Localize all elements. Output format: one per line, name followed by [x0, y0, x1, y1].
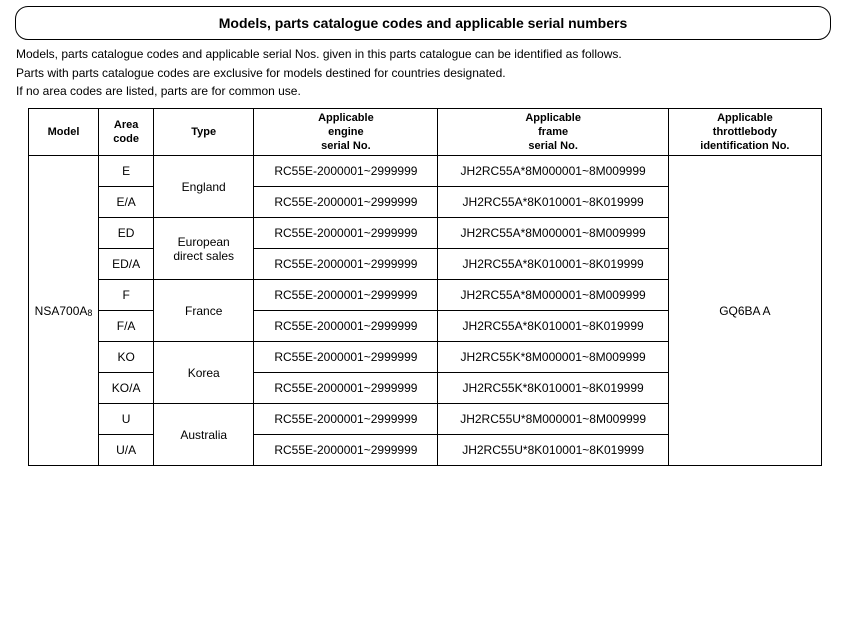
- area-code-cell: E/A: [99, 187, 154, 218]
- frame-serial-cell: JH2RC55A*8K010001~8K019999: [438, 311, 668, 342]
- table-header-row: [29, 109, 822, 156]
- engine-serial-cell: RC55E-2000001~2999999: [254, 218, 438, 249]
- header-model: Model: [29, 109, 99, 156]
- frame-serial-cell: JH2RC55U*8K010001~8K019999: [438, 435, 668, 466]
- engine-serial-cell: RC55E-2000001~2999999: [254, 404, 438, 435]
- serial-number-table: [28, 108, 822, 466]
- engine-serial-cell: RC55E-2000001~2999999: [254, 342, 438, 373]
- frame-serial-cell: JH2RC55A*8M000001~8M009999: [438, 218, 668, 249]
- frame-serial-cell: JH2RC55A*8K010001~8K019999: [438, 187, 668, 218]
- type-cell: Korea: [154, 342, 254, 404]
- area-code-cell: U: [99, 404, 154, 435]
- frame-serial-cell: JH2RC55K*8K010001~8K019999: [438, 373, 668, 404]
- intro-text: [16, 45, 836, 101]
- intro-line: Parts with parts catalogue codes are exclusive for models destined for countries designated.: [16, 65, 506, 80]
- engine-serial-cell: RC55E-2000001~2999999: [254, 280, 438, 311]
- engine-serial-cell: RC55E-2000001~2999999: [254, 156, 438, 187]
- type-cell: France: [154, 280, 254, 342]
- engine-serial-cell: RC55E-2000001~2999999: [254, 249, 438, 280]
- model-name: NSA700A: [34, 303, 88, 318]
- header-area-code: Area code: [99, 109, 154, 156]
- area-code-cell: KO: [99, 342, 154, 373]
- frame-serial-cell: JH2RC55A*8M000001~8M009999: [438, 280, 668, 311]
- area-code-cell: E: [99, 156, 154, 187]
- engine-serial-cell: RC55E-2000001~2999999: [254, 373, 438, 404]
- frame-serial-cell: JH2RC55A*8K010001~8K019999: [438, 249, 668, 280]
- area-code-cell: F: [99, 280, 154, 311]
- model-suffix: 8: [87, 307, 93, 318]
- engine-serial-cell: RC55E-2000001~2999999: [254, 435, 438, 466]
- area-code-cell: KO/A: [99, 373, 154, 404]
- area-code-cell: U/A: [99, 435, 154, 466]
- header-type: Type: [154, 109, 254, 156]
- engine-serial-cell: RC55E-2000001~2999999: [254, 311, 438, 342]
- intro-line: Models, parts catalogue codes and applicable serial Nos. given in this parts catalogue can be identified as follows.: [16, 47, 622, 61]
- type-cell: European direct sales: [154, 218, 254, 280]
- model-cell: [29, 156, 99, 466]
- area-code-cell: ED/A: [99, 249, 154, 280]
- frame-serial-cell: JH2RC55K*8M000001~8M009999: [438, 342, 668, 373]
- frame-serial-cell: JH2RC55A*8M000001~8M009999: [438, 156, 668, 187]
- header-engine-serial: Applicable engine serial No.: [254, 109, 438, 156]
- type-cell: England: [154, 156, 254, 218]
- area-code-cell: ED: [99, 218, 154, 249]
- frame-serial-cell: JH2RC55U*8M000001~8M009999: [438, 404, 668, 435]
- type-cell: Australia: [154, 404, 254, 466]
- intro-line: If no area codes are listed, parts are for common use.: [16, 84, 301, 98]
- throttlebody-id-cell: GQ6BA A: [668, 156, 821, 466]
- header-throttlebody-id: Applicable throttlebody identification No.: [668, 109, 821, 156]
- header-frame-serial: Applicable frame serial No.: [438, 109, 668, 156]
- page-title: Models, parts catalogue codes and applicable serial numbers: [15, 6, 831, 40]
- engine-serial-cell: RC55E-2000001~2999999: [254, 187, 438, 218]
- table-row: [29, 156, 822, 187]
- area-code-cell: F/A: [99, 311, 154, 342]
